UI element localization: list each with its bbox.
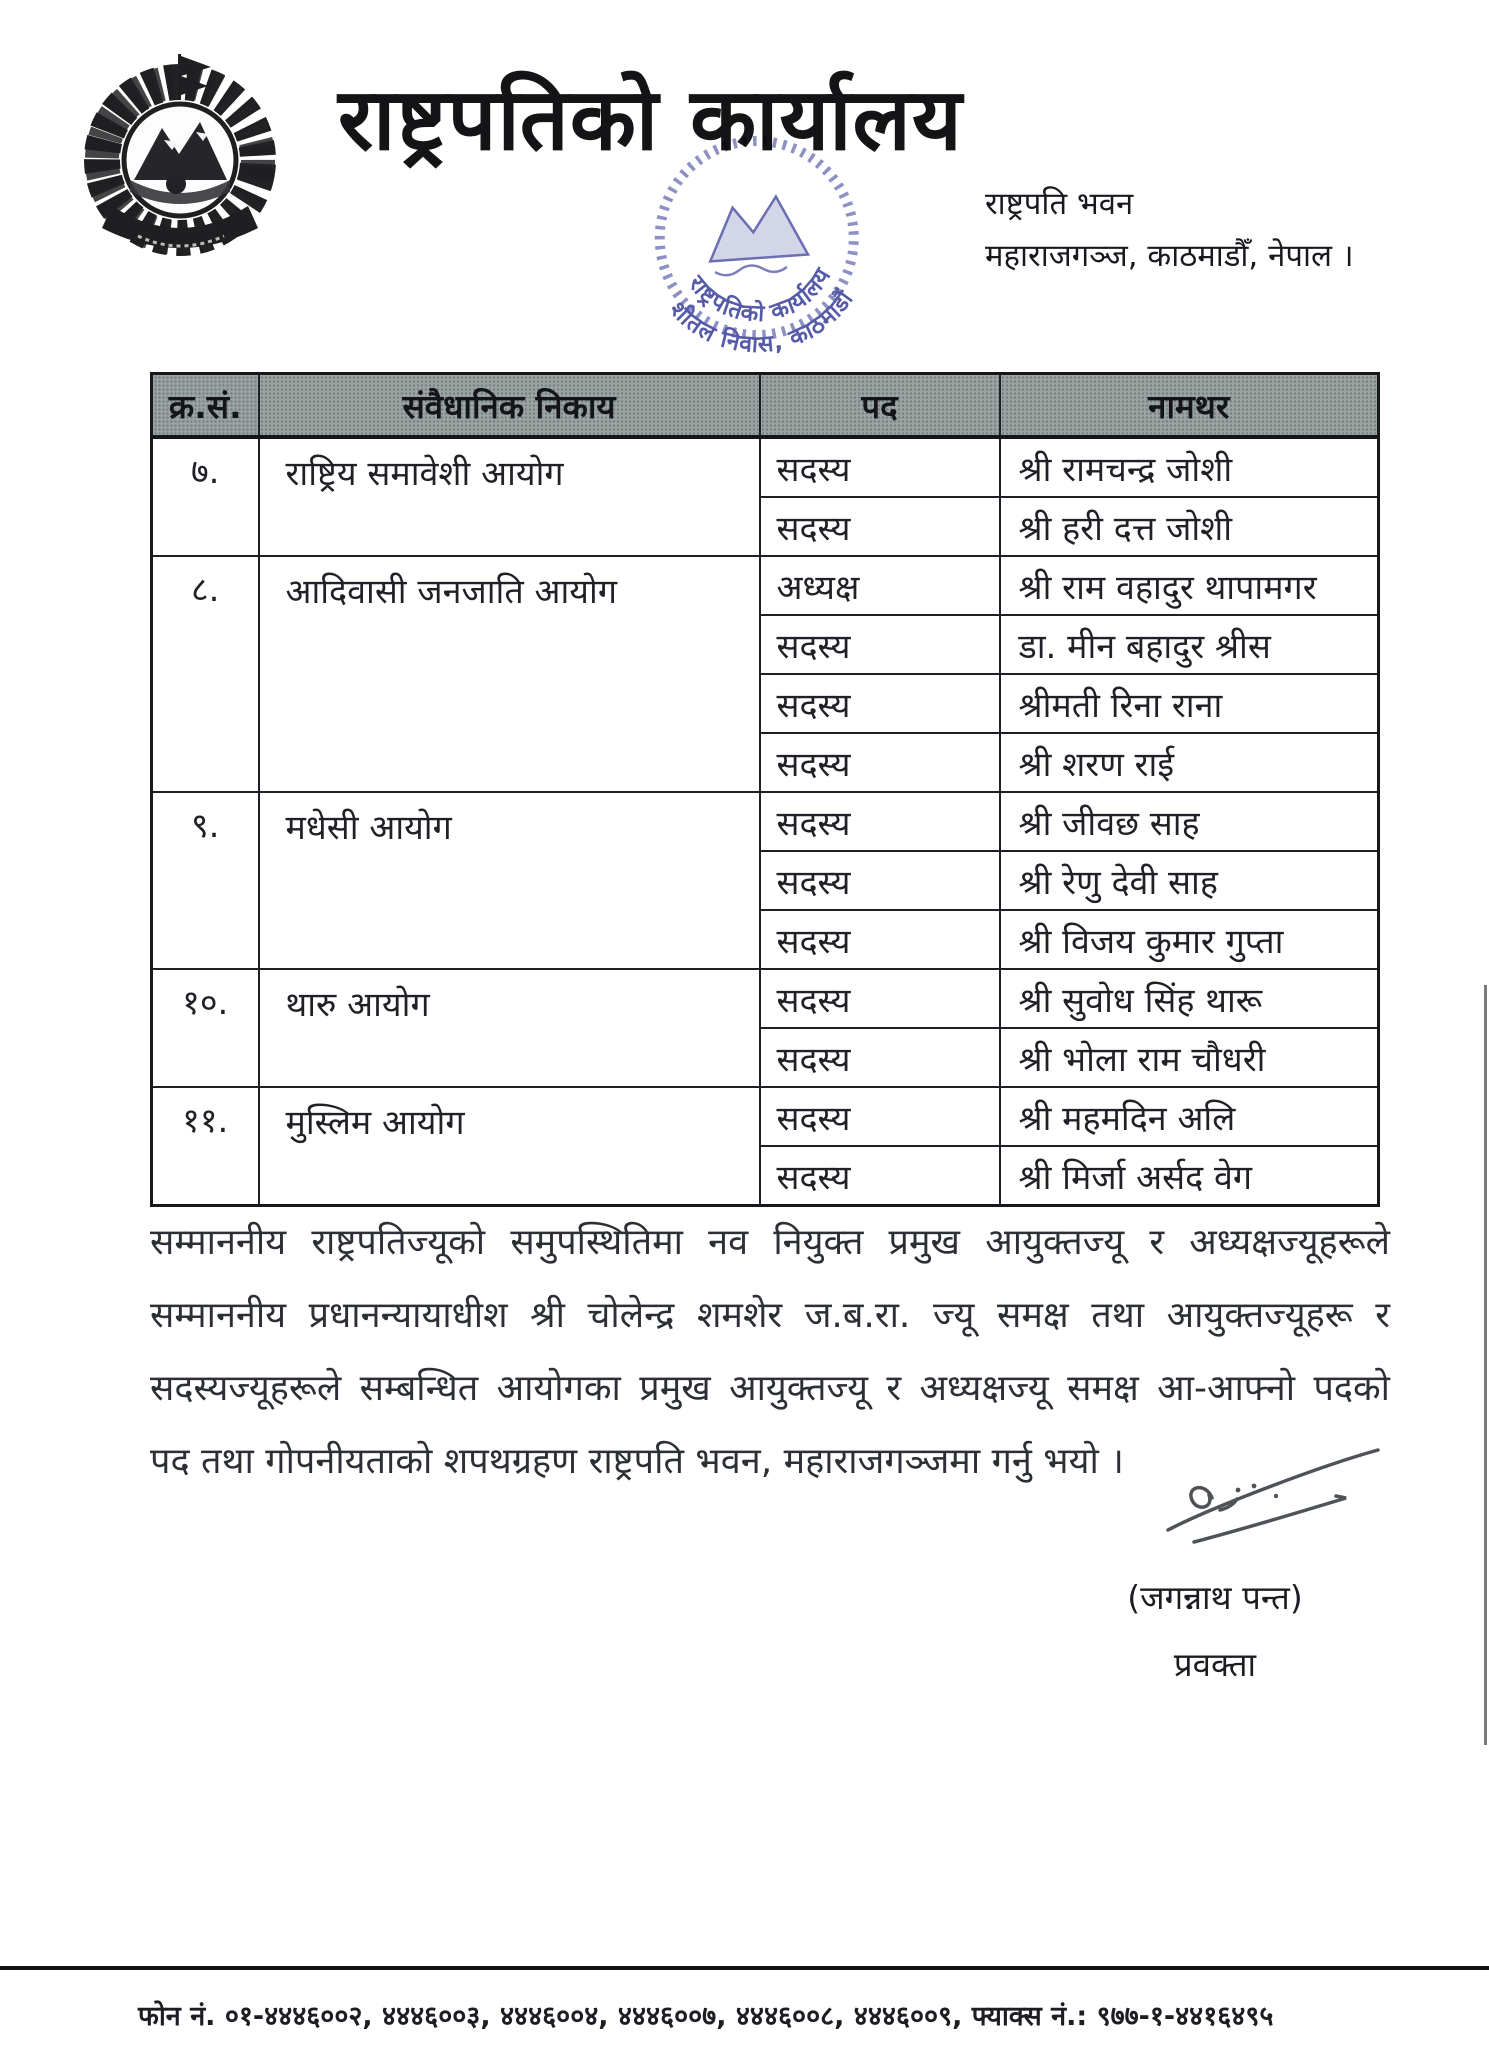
paragraph-line-1: सम्माननीय राष्ट्रपतिज्यूको समुपस्थितिमा नव नियुक्त प्रमुख आयुक्तज्यू र अध्यक्षज्यूहरूले [150, 1222, 1390, 1263]
body-cell: आदिवासी जनजाति आयोग [259, 556, 760, 792]
name-cell: श्री शरण राई [1000, 733, 1379, 792]
header-serial: क्र.सं. [152, 374, 259, 438]
nepal-emblem-icon [60, 48, 305, 263]
table-row [152, 556, 1379, 615]
scan-artifact-line [1484, 985, 1487, 1745]
position-cell: सदस्य [760, 969, 1000, 1028]
position-cell: सदस्य [760, 437, 1000, 497]
name-cell: श्री हरी दत्त जोशी [1000, 497, 1379, 556]
table-row [152, 437, 1379, 497]
name-cell: श्री महमदिन अलि [1000, 1087, 1379, 1146]
signature-scribble [1150, 1438, 1390, 1548]
footer-divider [0, 1966, 1489, 1970]
signatory-block [1035, 1574, 1395, 1686]
paragraph-line-4: पद तथा गोपनीयताको शपथग्रहण राष्ट्रपति भवन, महाराजगञ्जमा गर्नु भयो । [150, 1441, 1124, 1482]
signatory-name: (जगन्नाथ पन्त) [1127, 1578, 1303, 1617]
position-cell: सदस्य [760, 615, 1000, 674]
body-cell: थारु आयोग [259, 969, 760, 1087]
body-cell: मुस्लिम आयोग [259, 1087, 760, 1206]
footer-contact: फोन नं. ०१-४४४६००२, ४४४६००३, ४४४६००४, ४४४६००७, ४४४६००८, ४४४६००९, फ्याक्स नं.: ९७७-१-४४१६४९५ [138, 2001, 1274, 2032]
body-cell: मधेसी आयोग [259, 792, 760, 969]
position-cell: सदस्य [760, 851, 1000, 910]
position-cell: सदस्य [760, 792, 1000, 851]
table-row [152, 792, 1379, 851]
position-cell: अध्यक्ष [760, 556, 1000, 615]
appointments-table [150, 372, 1380, 1207]
serial-cell: ११. [152, 1087, 259, 1206]
position-cell: सदस्य [760, 1146, 1000, 1206]
paragraph-line-3: सदस्यज्यूहरूले सम्बन्धित आयोगका प्रमुख आयुक्तज्यू र अध्यक्षज्यू समक्ष आ-आफ्नो पदको [150, 1368, 1390, 1409]
position-cell: सदस्य [760, 733, 1000, 792]
name-cell: श्री सुवोध सिंह थारू [1000, 969, 1379, 1028]
position-cell: सदस्य [760, 1028, 1000, 1087]
name-cell: डा. मीन बहादुर श्रीस [1000, 615, 1379, 674]
seal-ring-text: राष्ट्रपतिको कार्यालय [682, 263, 837, 328]
paragraph-line-2: सम्माननीय प्रधानन्यायाधीश श्री चोलेन्द्र शमशेर ज.ब.रा. ज्यू समक्ष तथा आयुक्तज्यूहरू र [150, 1295, 1390, 1336]
office-title: राष्ट्रपतिको कार्यालय [338, 70, 963, 170]
serial-cell: १०. [152, 969, 259, 1087]
address-line-1: राष्ट्रपति भवन [985, 186, 1134, 222]
position-cell: सदस्य [760, 497, 1000, 556]
name-cell: श्रीमती रिना राना [1000, 674, 1379, 733]
name-cell: श्री भोला राम चौधरी [1000, 1028, 1379, 1087]
signatory-title: प्रवक्ता [1173, 1645, 1257, 1684]
position-cell: सदस्य [760, 910, 1000, 969]
name-cell: श्री रामचन्द्र जोशी [1000, 437, 1379, 497]
position-cell: सदस्य [760, 1087, 1000, 1146]
body-cell: राष्ट्रिय समावेशी आयोग [259, 437, 760, 556]
table-row [152, 969, 1379, 1028]
table-row [152, 1087, 1379, 1146]
serial-cell: ८. [152, 556, 259, 792]
header-name: नामथर [1000, 374, 1379, 438]
letterhead-address [985, 178, 1354, 282]
name-cell: श्री जीवछ साह [1000, 792, 1379, 851]
serial-cell: ९. [152, 792, 259, 969]
name-cell: श्री मिर्जा अर्सद वेग [1000, 1146, 1379, 1206]
position-cell: सदस्य [760, 674, 1000, 733]
address-line-2: महाराजगञ्ज, काठमाडौँ, नेपाल । [985, 238, 1354, 274]
office-seal-stamp-icon [622, 106, 894, 406]
header-body: संवैधानिक निकाय [259, 374, 760, 438]
name-cell: श्री रेणु देवी साह [1000, 851, 1379, 910]
name-cell: श्री राम वहादुर थापामगर [1000, 556, 1379, 615]
name-cell: श्री विजय कुमार गुप्ता [1000, 910, 1379, 969]
header-position: पद [760, 374, 1000, 438]
seal-bottom-text: शीतल निवास, काठमाडौं [664, 285, 859, 359]
serial-cell: ७. [152, 437, 259, 556]
